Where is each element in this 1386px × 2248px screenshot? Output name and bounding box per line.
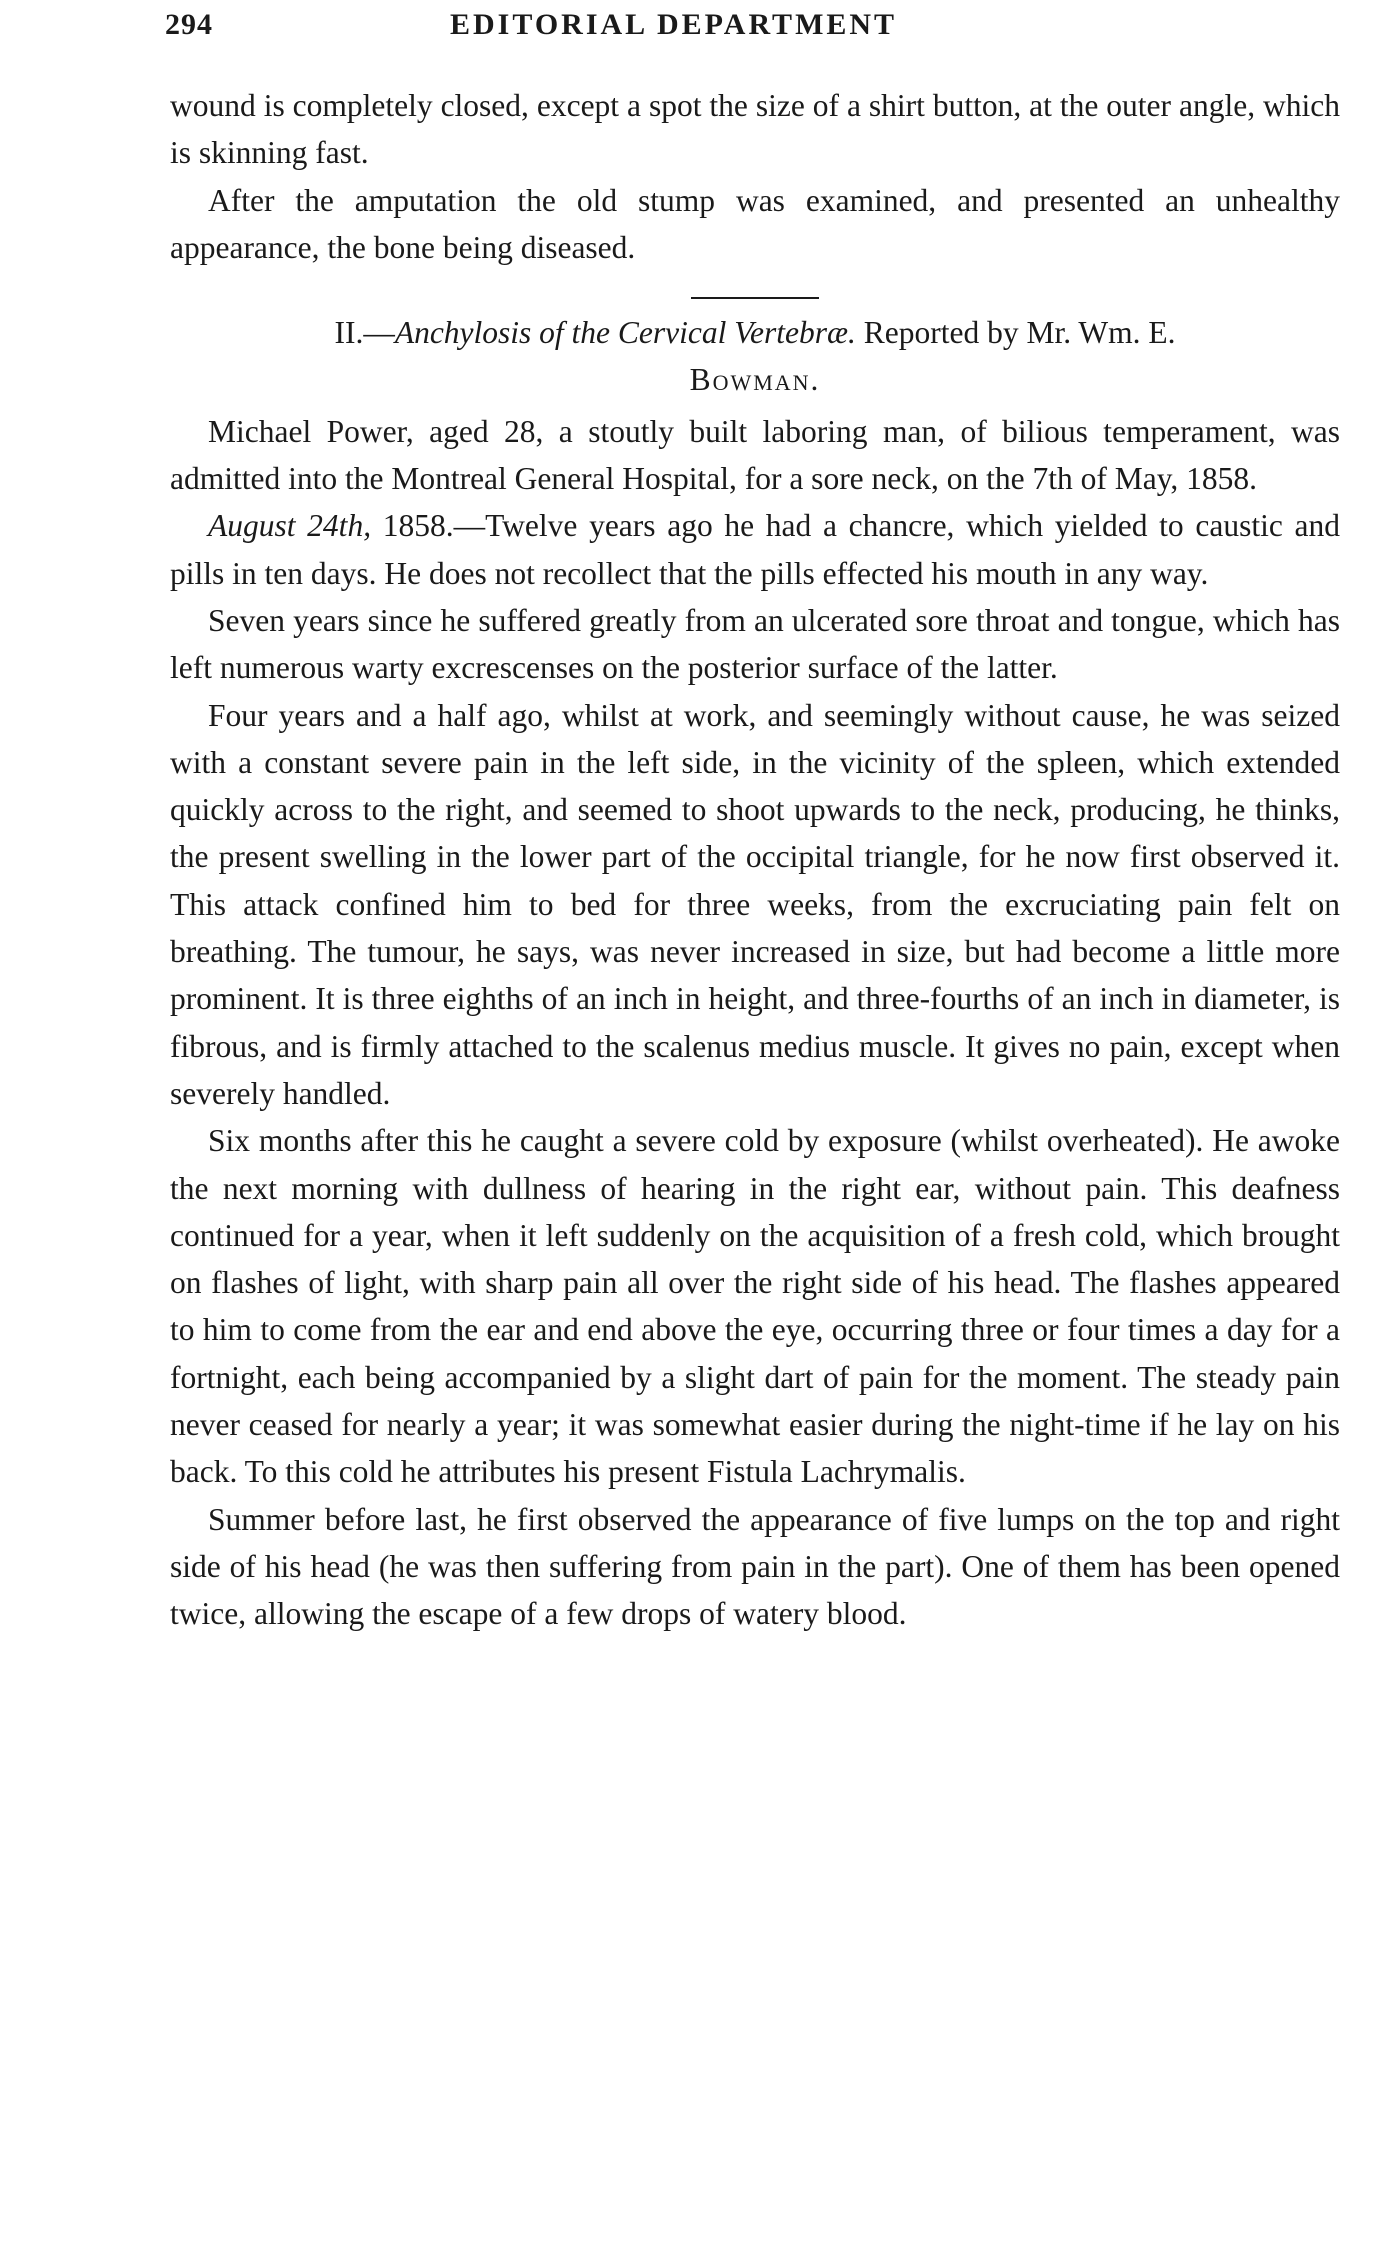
paragraph-lumps: Summer before last, he first observed the appearance of five lumps on the top and right side of his head (he was then suffering from pain in the part). One of them has been opened twice, allowing the escape of a few drops of watery blood. bbox=[170, 1501, 1340, 1632]
heading-title: Anchylosis of the Cervical Vertebræ. bbox=[394, 315, 856, 351]
body-text bbox=[170, 82, 1340, 1638]
paragraph-history-chancre bbox=[170, 502, 1340, 597]
page-number: 294 bbox=[165, 8, 213, 41]
section-heading bbox=[170, 309, 1340, 404]
date-lead: August 24th, bbox=[208, 508, 372, 544]
page-header bbox=[165, 8, 1345, 58]
paragraph-tumour: Four years and a half ago, whilst at work, and seemingly without cause, he was seized with a constant severe pain in the left side, in the vicinity of the spleen, which extended quickly across to the right, and seemed to shoot upwards to the neck, producing, he thinks, the present swelling in the lower part of the occipital triangle, for he now first observed it. This attack confined him to bed for three weeks, from the excruciating pain felt on breathing. The tumour, he says, was never increased in size, but had become a little more prominent. It is three eighths of an inch in height, and three-fourths of an inch in diameter, is fibrous, and is firmly attached to the scalenus medius muscle. It gives no pain, except when severely handled. bbox=[170, 697, 1340, 1111]
paragraph-continuation: wound is completely closed, except a spot the size of a shirt button, at the outer angle, which is skinning fast. bbox=[170, 88, 1340, 171]
heading-prefix: II.— bbox=[334, 315, 395, 351]
paragraph-deafness: Six months after this he caught a severe cold by exposure (whilst overheated). He awoke the next morning with dullness of hearing in the right ear, without pain. This deafness continued for a year, when it left suddenly on the acquisition of a fresh cold, which brought on flashes of light, with sharp pain all over the right side of his head. The flashes appeared to him to come from the ear and end above the eye, occurring three or four times a day for a fortnight, each being accompanied by a slight dart of pain for the moment. The steady pain never ceased for nearly a year; it was somewhat easier during the night-time if he lay on his back. To this cold he attributes his present Fistula Lachrymalis. bbox=[170, 1123, 1340, 1490]
paragraph-history-chancre-text: 1858.—Twelve years ago he had a chancre, which yielded to caustic and pills in ten days. He does not recollect that the pills effected his mouth in any way. bbox=[170, 508, 1340, 591]
paragraph-sore-throat: Seven years since he suffered greatly from an ulcerated sore throat and tongue, which has left numerous warty excrescenses on the posterior surface of the latter. bbox=[170, 602, 1340, 686]
paragraph-amputation: After the amputation the old stump was examined, and presented an unhealthy appearance, the bone being diseased. bbox=[170, 182, 1340, 265]
heading-surname: Bowman. bbox=[689, 362, 821, 398]
heading-reported: Reported by Mr. Wm. E. bbox=[863, 315, 1176, 351]
section-divider bbox=[691, 297, 819, 299]
running-head: EDITORIAL DEPARTMENT bbox=[450, 8, 898, 41]
paragraph-admission: Michael Power, aged 28, a stoutly built laboring man, of bilious temperament, was admitted into the Montreal General Hospital, for a sore neck, on the 7th of May, 1858. bbox=[170, 413, 1340, 497]
